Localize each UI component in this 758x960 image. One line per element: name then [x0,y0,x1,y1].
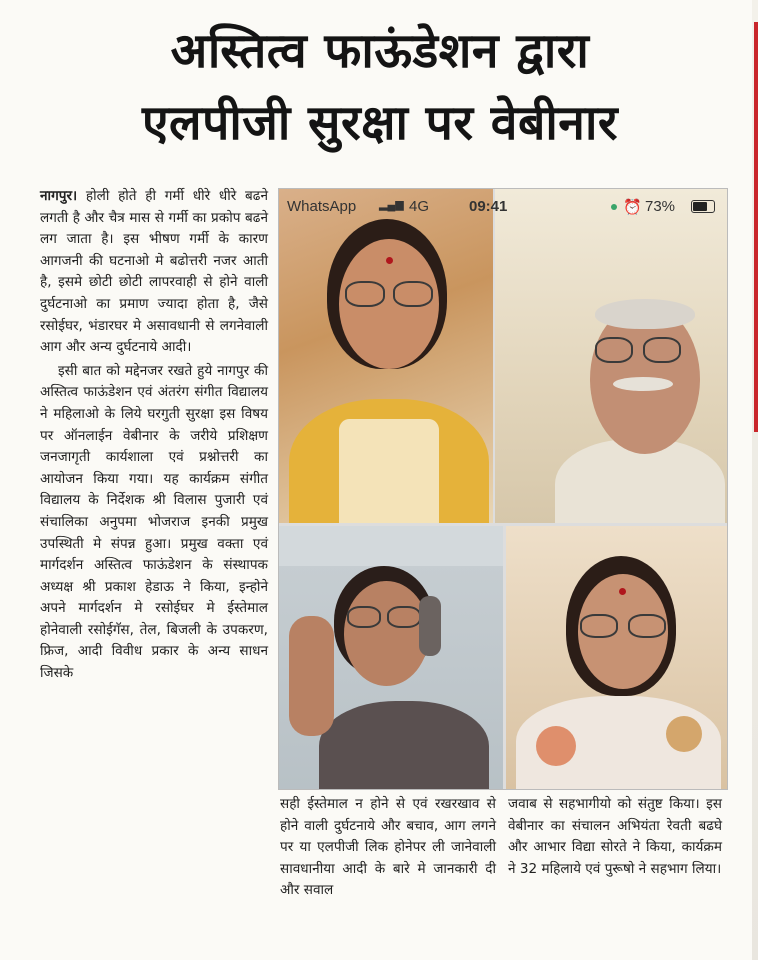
participant-1-glasses-left [345,281,385,307]
status-time: 09:41 [469,198,508,215]
headline-line-2: एलपीजी सुरक्षा पर वेबीनार [141,95,619,151]
status-app-name: WhatsApp [287,198,357,215]
article-column-2-text: सही ईस्तेमाल न होने से एवं रखरखाव से होने वाली दुर्घटनाये और बचाव, आग लगने पर या एलपीजी लिक होनेपर ली जानेवाली सावधानीया आदी के बारे मे जानकारी दी और सवाल [280,796,496,899]
signal-icon: ▂▄▆ [379,199,404,211]
status-battery-percent: 73% [645,198,676,215]
dateline: नागपुर। [40,188,78,204]
phone-status-bar [279,189,727,223]
battery-icon [691,200,715,213]
participant-4-glasses-right [628,614,666,638]
alarm-icon: ⏰ [623,199,642,216]
webinar-screenshot-photo [278,188,728,790]
participant-3-hand [289,616,334,736]
headphones-icon [419,596,441,656]
participant-2-glasses-left [595,337,633,363]
status-dot [611,204,617,210]
participant-3-face [344,581,429,686]
headline-line-1: अस्तित्व फाऊंडेशन द्वारा [170,23,590,79]
article-paragraph-1 [40,186,268,359]
participant-3-glasses-right [387,606,421,628]
participant-4-floral-pattern-2 [666,716,702,752]
participant-4-glasses-left [580,614,618,638]
participant-tile-3 [279,526,503,789]
article-column-1 [40,186,268,687]
article-column-3-text: जवाब से सहभागीयो को संतुष्ट किया। इस वेबीनार का संचालन अभियंता रेवती बढघे और आभार विद्या सोरते ने किया, कार्यक्रम ने 32 महिलाये एवं पुरूषो ने सहभाग लिया। [508,796,722,877]
participant-2-hair [595,299,695,329]
article-paragraph-1-text: होली होते ही गर्मी धीरे धीरे बढने लगती है और चैत्र मास से गर्मी का प्रकोप बढने लग जाता है। इस भीषण गर्मी के कारण आगजनी की घटनाओ मे बढोत्तरी नजर आती है, इसमे छोटी छोटी लापरवाही से होने वाली दुर्घटनाओ का प्रमाण ज्यादा होता है, जैसे रसोईघर, भंडारघर मे असावधानी से लगनेवाली आग और अन्य दुर्घटनाये आदी। [40,188,268,356]
headline [40,20,720,154]
participant-tile-4 [506,526,727,789]
article-paragraph-2: इसी बात को मद्देनजर रखते हुये नागपुर की अस्तित्व फाऊंडेशन एवं अंतरंग संगीत विद्यालय ने महिलाओ के लिये घरगुती सुरक्षा इस विषय पर ऑनलाईन वेबीनार के जरीये प्रशिक्षण जनजागृती कार्यशाला एवं प्रश्नोत्तरी का आयोजन किया गया। यह कार्यक्रम संगीत विद्यालय के निर्देशक श्री विलास पुजारी एवं संचालिका अनुपमा भोजराज इनकी प्रमुख उपस्थिती मे संपन्न हुआ। प्रमुख वक्ता एवं मार्गदर्शन अस्तित्व फाऊंडेशन के संस्थापक अध्यक्ष श्री प्रकाश हेडाऊ ने किया, इन्होने अपने मार्गदर्शन मे रसोईघर मे ईस्तेमाल होनेवाली रसोईगॅस, तेल, बिजली के उपकरण, फ्रिज, आदी विवीध प्रकार के अन्य साधन जिसके [40,362,268,682]
participant-4-bindi [619,588,626,595]
participant-3-glasses-left [347,606,381,628]
participant-3-window [279,526,503,566]
participant-2-glasses-right [643,337,681,363]
participant-tile-2 [495,189,727,523]
status-network: 4G [409,198,430,215]
red-column-rule [754,22,758,432]
participant-3-body [319,701,489,789]
participant-1-bindi [386,257,393,264]
participant-4-floral-pattern [536,726,576,766]
article-column-2 [280,794,496,904]
participant-1-glasses-right [393,281,433,307]
participant-1-garment [339,419,439,523]
article-column-3 [508,794,722,882]
participant-tile-1 [279,189,493,523]
participant-2-moustache [613,377,673,391]
